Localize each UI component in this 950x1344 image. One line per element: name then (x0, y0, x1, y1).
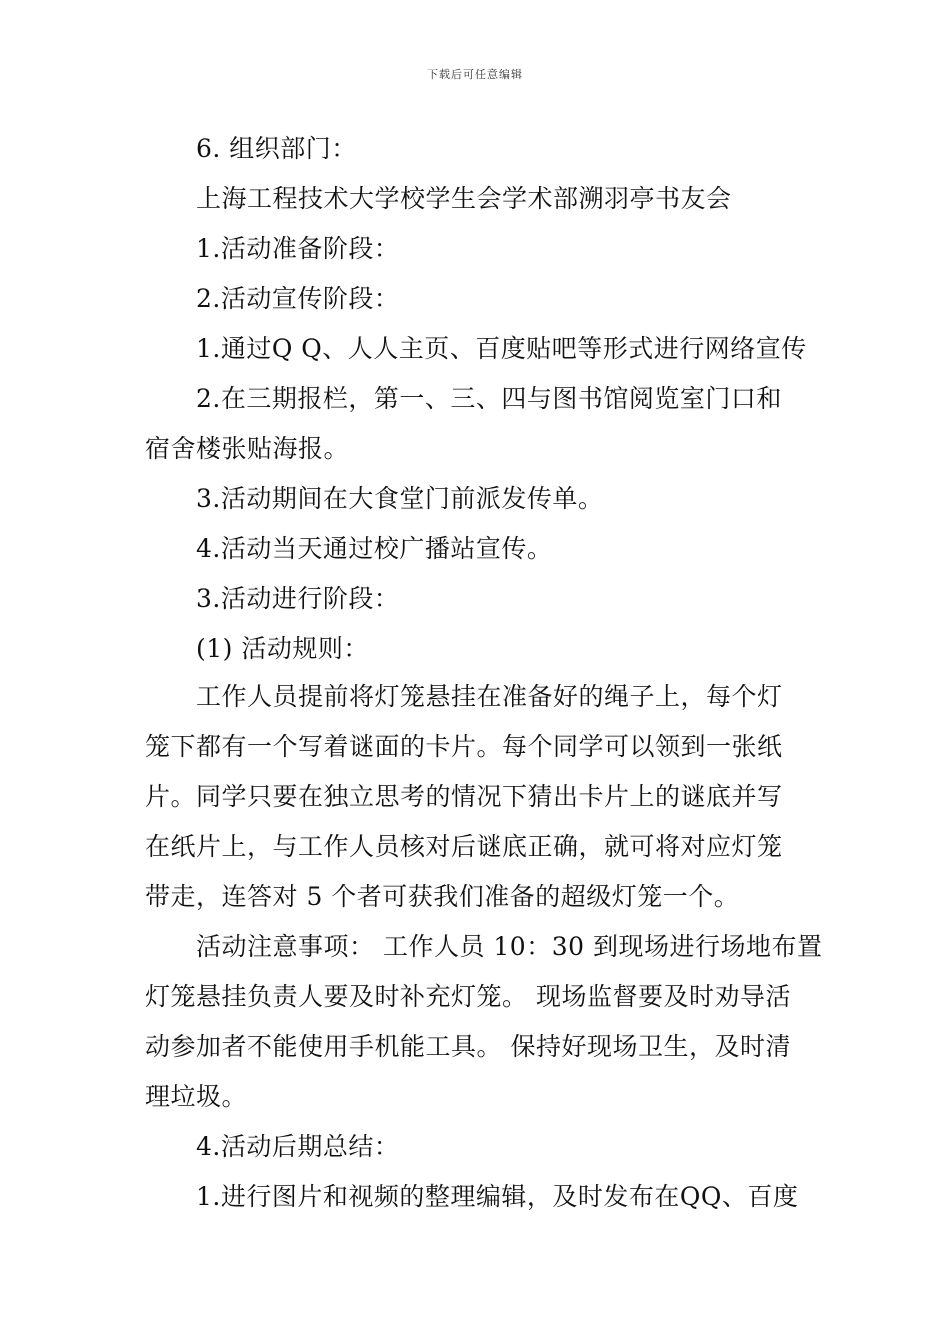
stage-prep-heading: 1.活动准备阶段： (196, 234, 400, 263)
notes-paragraph-line: 理垃圾。 (145, 1082, 248, 1111)
org-label: 6. 组织部门： (196, 134, 357, 163)
rules-heading: (1) 活动规则： (196, 634, 369, 663)
notes-paragraph-line: 动参加者不能使用手机能工具。 保持好现场卫生，及时清 (145, 1032, 791, 1061)
rules-paragraph-line: 工作人员提前将灯笼悬挂在准备好的绳子上，每个灯 (196, 682, 783, 711)
summary-item: 1.进行图片和视频的整理编辑，及时发布在QQ、百度 (196, 1182, 799, 1211)
rules-paragraph-line: 在纸片上，与工作人员核对后谜底正确，就可将对应灯笼 (145, 832, 783, 861)
promo-item: 1.通过Q Q、人人主页、百度贴吧等形式进行网络宣传 (196, 334, 807, 363)
promo-item: 4.活动当天通过校广播站宣传。 (196, 534, 553, 563)
stage-exec-heading: 3.活动进行阶段： (196, 584, 400, 613)
rules-paragraph-line: 片。同学只要在独立思考的情况下猜出卡片上的谜底并写 (145, 782, 783, 811)
promo-item: 3.活动期间在大食堂门前派发传单。 (196, 484, 604, 513)
org-name: 上海工程技术大学校学生会学术部溯羽亭书友会 (196, 184, 732, 213)
notes-paragraph-line: 灯笼悬挂负责人要及时补充灯笼。 现场监督要及时劝导活 (145, 982, 791, 1011)
stage-promo-heading: 2.活动宣传阶段： (196, 284, 400, 313)
page-header: 下载后可任意编辑 (427, 68, 523, 81)
promo-item: 2.在三期报栏，第一、三、四与图书馆阅览室门口和 (196, 384, 782, 413)
rules-paragraph-line: 笼下都有一个写着谜面的卡片。每个同学可以领到一张纸 (145, 732, 783, 761)
promo-item-continuation: 宿舍楼张贴海报。 (145, 434, 350, 463)
stage-summary-heading: 4.活动后期总结： (196, 1132, 400, 1161)
notes-paragraph-line: 活动注意事项： 工作人员 10：30 到现场进行场地布置 (196, 932, 823, 961)
rules-paragraph-line: 带走，连答对 5 个者可获我们准备的超级灯笼一个。 (145, 882, 740, 911)
